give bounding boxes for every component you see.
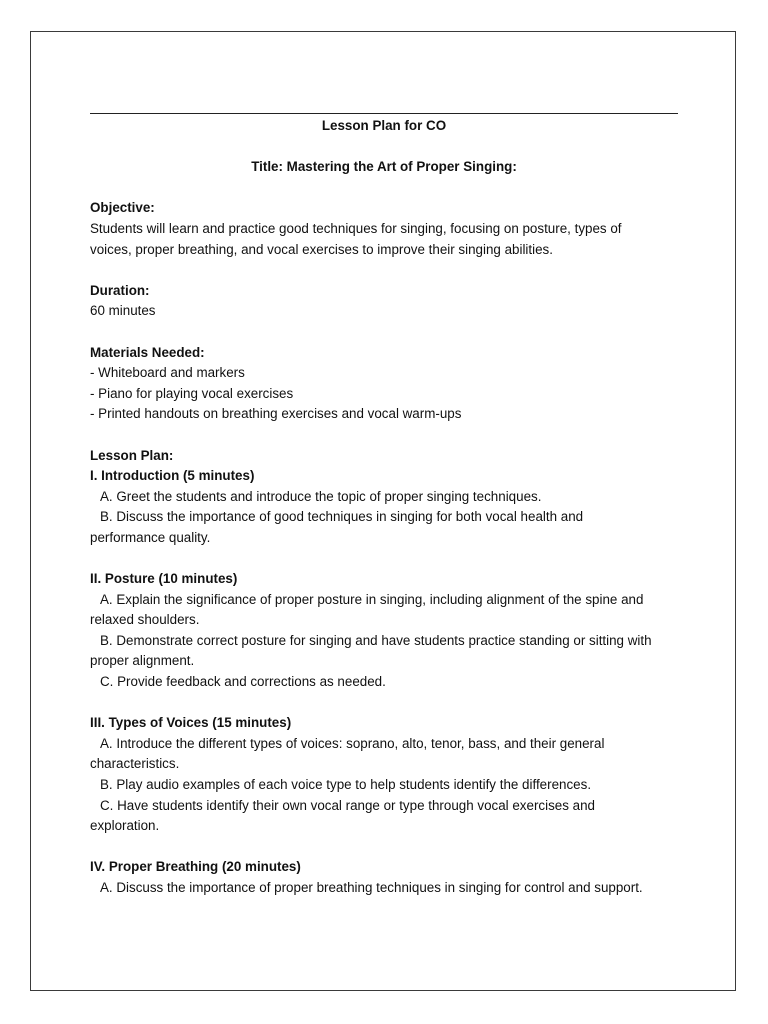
spacer: [90, 137, 678, 158]
spacer: [90, 178, 678, 199]
posture-step-continued: relaxed shoulders.: [90, 612, 200, 628]
breathing-step: A. Discuss the importance of proper breathing techniques in singing for control and support.: [100, 879, 643, 895]
posture-step: C. Provide feedback and corrections as needed.: [100, 674, 386, 690]
posture-heading: II. Posture (10 minutes): [90, 571, 238, 587]
materials-item: - Printed handouts on breathing exercises and vocal warm-ups: [90, 406, 462, 422]
voices-step-continued: exploration.: [90, 818, 160, 834]
voices-step: C. Have students identify their own vocal range or type through vocal exercises and: [100, 797, 595, 813]
introduction-step: B. Discuss the importance of good techniques in singing for both vocal health and: [100, 509, 584, 525]
spacer: [90, 548, 678, 569]
voices-heading: III. Types of Voices (15 minutes): [90, 715, 292, 731]
document-title: Lesson Plan for CO: [321, 118, 447, 133]
posture-step: A. Explain the significance of proper posture in singing, including alignment of the spine and: [100, 591, 644, 607]
header-rule: [90, 113, 678, 114]
spacer: [90, 322, 678, 343]
lesson-title: Title: Mastering the Art of Proper Singing:: [251, 159, 517, 175]
introduction-heading: I. Introduction (5 minutes): [90, 468, 255, 484]
voices-step-continued: characteristics.: [90, 756, 180, 772]
duration-heading: Duration:: [90, 282, 150, 298]
breathing-heading: IV. Proper Breathing (20 minutes): [90, 859, 301, 875]
spacer: [90, 260, 678, 281]
materials-item: - Whiteboard and markers: [90, 365, 245, 381]
spacer: [90, 425, 678, 446]
introduction-step-continued: performance quality.: [90, 529, 211, 545]
posture-step: B. Demonstrate correct posture for singing and have students practice standing or sitting with: [100, 632, 652, 648]
spacer: [90, 837, 678, 858]
introduction-step: A. Greet the students and introduce the topic of proper singing techniques.: [100, 488, 542, 504]
duration-value: 60 minutes: [90, 303, 156, 319]
materials-item: - Piano for playing vocal exercises: [90, 385, 294, 401]
lesson-plan-heading: Lesson Plan:: [90, 447, 174, 463]
objective-heading: Objective:: [90, 200, 155, 216]
materials-heading: Materials Needed:: [90, 344, 205, 360]
spacer: [90, 693, 678, 714]
objective-text-line: Students will learn and practice good techniques for singing, focusing on posture, types of: [90, 220, 622, 236]
posture-step-continued: proper alignment.: [90, 653, 195, 669]
voices-step: B. Play audio examples of each voice type to help students identify the differences.: [100, 777, 592, 792]
document-body: [90, 116, 678, 899]
objective-text-line: voices, proper breathing, and vocal exercises to improve their singing abilities.: [90, 241, 553, 257]
voices-step: A. Introduce the different types of voices: soprano, alto, tenor, bass, and their general: [100, 735, 605, 751]
